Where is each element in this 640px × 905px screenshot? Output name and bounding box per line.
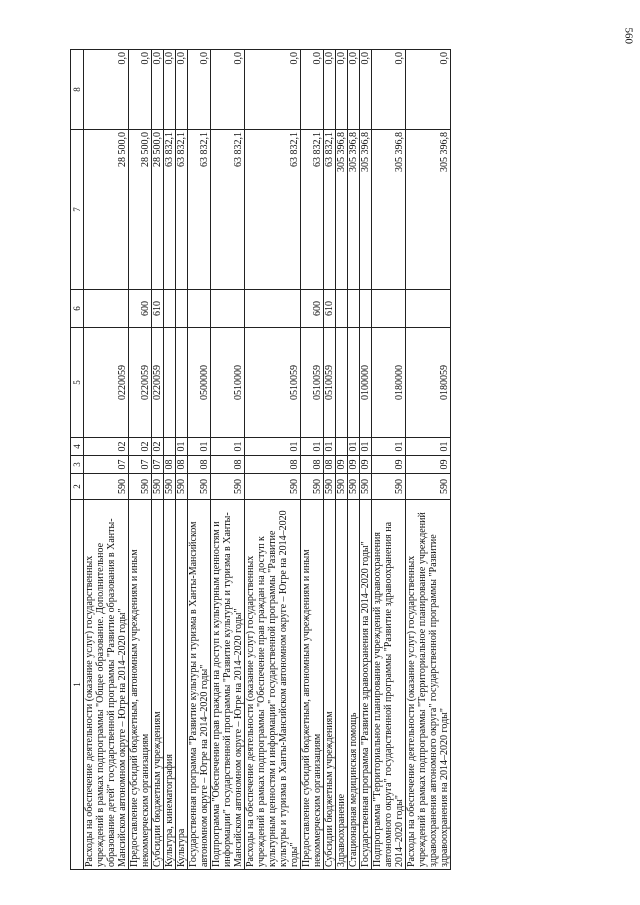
row-section-code: 08 (164, 456, 176, 474)
row-subsection-code: 01 (176, 438, 188, 456)
row-subsection-code (164, 438, 176, 456)
row-ministry-code: 590 (176, 474, 188, 500)
row-amount-col8: 0,0 (360, 50, 372, 130)
row-expense-type: 600 (129, 290, 152, 328)
row-target-article: 0510059 (324, 328, 336, 438)
row-amount: 28 500,0 (129, 130, 152, 290)
row-section-code: 08 (301, 456, 324, 474)
row-ministry-code: 590 (301, 474, 324, 500)
row-target-article: 0500000 (188, 328, 211, 438)
table-header-row (71, 50, 84, 870)
row-expense-type (372, 290, 406, 328)
row-expense-type: 610 (324, 290, 336, 328)
row-description: Государственная программа "Развитие здравоохранения на 2014–2020 годы" (360, 500, 372, 870)
row-description: Расходы на обеспечение деятельности (оказание услуг) государственных учреждений в рамках подпрограммы "Общее образование. Дополнительное образование детей" государственной программы "Развитие образования в Ханты-Мансийском автономном округе – Югре на 2014–2020 годы" (84, 500, 129, 870)
row-description: Субсидии бюджетным учреждениям (152, 500, 164, 870)
row-expense-type (348, 290, 360, 328)
table-row (152, 50, 164, 870)
row-description: Культура (176, 500, 188, 870)
row-ministry-code: 590 (324, 474, 336, 500)
row-amount: 63 832,1 (245, 130, 301, 290)
row-expense-type (176, 290, 188, 328)
row-ministry-code: 590 (406, 474, 451, 500)
row-subsection-code: 01 (188, 438, 211, 456)
table-row (211, 50, 245, 870)
column-header: 7 (71, 130, 84, 290)
row-amount-col8: 0,0 (129, 50, 152, 130)
table-row (406, 50, 451, 870)
row-section-code: 09 (336, 456, 348, 474)
column-header: 4 (71, 438, 84, 456)
row-amount: 28 500,0 (84, 130, 129, 290)
row-amount: 305 396,8 (406, 130, 451, 290)
row-description: Субсидии бюджетным учреждениям (324, 500, 336, 870)
row-amount: 63 832,1 (188, 130, 211, 290)
row-subsection-code: 02 (152, 438, 164, 456)
row-ministry-code: 590 (372, 474, 406, 500)
row-section-code: 08 (211, 456, 245, 474)
row-amount: 63 832,1 (324, 130, 336, 290)
row-amount-col8: 0,0 (301, 50, 324, 130)
row-target-article: 0510059 (301, 328, 324, 438)
row-amount-col8: 0,0 (324, 50, 336, 130)
column-header: 2 (71, 474, 84, 500)
row-amount-col8: 0,0 (336, 50, 348, 130)
row-amount: 305 396,8 (372, 130, 406, 290)
row-ministry-code: 590 (129, 474, 152, 500)
table-row (324, 50, 336, 870)
budget-table (70, 49, 451, 870)
row-ministry-code: 590 (211, 474, 245, 500)
row-amount-col8: 0,0 (188, 50, 211, 130)
row-amount-col8: 0,0 (406, 50, 451, 130)
row-amount: 63 832,1 (211, 130, 245, 290)
column-header: 1 (71, 500, 84, 870)
row-amount: 63 832,1 (164, 130, 176, 290)
row-subsection-code: 01 (211, 438, 245, 456)
row-subsection-code: 01 (360, 438, 372, 456)
row-section-code: 08 (188, 456, 211, 474)
column-header: 6 (71, 290, 84, 328)
row-section-code: 07 (84, 456, 129, 474)
row-target-article: 0100000 (360, 328, 372, 438)
row-ministry-code: 590 (245, 474, 301, 500)
row-amount-col8: 0,0 (245, 50, 301, 130)
row-section-code: 09 (360, 456, 372, 474)
row-expense-type (84, 290, 129, 328)
row-subsection-code (336, 438, 348, 456)
row-expense-type: 600 (301, 290, 324, 328)
row-target-article (348, 328, 360, 438)
row-subsection-code: 02 (129, 438, 152, 456)
row-target-article (336, 328, 348, 438)
row-target-article (176, 328, 188, 438)
row-subsection-code: 01 (301, 438, 324, 456)
row-amount: 305 396,8 (360, 130, 372, 290)
row-amount-col8: 0,0 (84, 50, 129, 130)
table-row (188, 50, 211, 870)
column-header: 8 (71, 50, 84, 130)
row-amount: 305 396,8 (336, 130, 348, 290)
row-target-article: 0220059 (129, 328, 152, 438)
row-target-article: 0510000 (211, 328, 245, 438)
row-description: Предоставление субсидий бюджетным, автономным учреждениям и иным некоммерческим организациям (129, 500, 152, 870)
page-number: 560 (622, 27, 634, 44)
row-target-article: 0510059 (245, 328, 301, 438)
table-row (301, 50, 324, 870)
row-amount-col8: 0,0 (152, 50, 164, 130)
row-target-article (164, 328, 176, 438)
row-amount-col8: 0,0 (211, 50, 245, 130)
row-target-article: 0220059 (84, 328, 129, 438)
table-row (129, 50, 152, 870)
row-section-code: 08 (176, 456, 188, 474)
row-amount-col8: 0,0 (348, 50, 360, 130)
table-row (84, 50, 129, 870)
row-ministry-code: 590 (336, 474, 348, 500)
row-expense-type (245, 290, 301, 328)
row-expense-type (211, 290, 245, 328)
row-amount-col8: 0,0 (372, 50, 406, 130)
row-description: Расходы на обеспечение деятельности (оказание услуг) государственных учреждений в рамках подпрограммы "Обеспечение прав граждан на доступ к культурным ценностям и информации" государственной программы "Развитие культуры и туризма в Ханты-Мансийском автономном округе – Югре на 2014–2020 годы" (245, 500, 301, 870)
column-header: 5 (71, 328, 84, 438)
row-target-article: 0180000 (372, 328, 406, 438)
row-subsection-code: 01 (406, 438, 451, 456)
row-subsection-code: 01 (372, 438, 406, 456)
row-description: Культура, кинематография (164, 500, 176, 870)
row-amount: 28 500,0 (152, 130, 164, 290)
row-description: Подпрограмма "Территориальное планирование учреждений здравоохранения автономного округа" государственной программы "Развитие здравоохранения на 2014–2020 годы" (372, 500, 406, 870)
row-subsection-code: 01 (324, 438, 336, 456)
row-amount: 63 832,1 (301, 130, 324, 290)
row-section-code: 09 (406, 456, 451, 474)
table-row (164, 50, 176, 870)
row-amount-col8: 0,0 (176, 50, 188, 130)
row-subsection-code: 01 (348, 438, 360, 456)
row-ministry-code: 590 (152, 474, 164, 500)
row-section-code: 07 (129, 456, 152, 474)
row-target-article: 0180059 (406, 328, 451, 438)
row-description: Предоставление субсидий бюджетным, автономным учреждениям и иным некоммерческим организациям (301, 500, 324, 870)
row-section-code: 08 (324, 456, 336, 474)
row-expense-type (406, 290, 451, 328)
table-row (176, 50, 188, 870)
row-expense-type: 610 (152, 290, 164, 328)
row-section-code: 07 (152, 456, 164, 474)
table-row (348, 50, 360, 870)
row-expense-type (360, 290, 372, 328)
row-ministry-code: 590 (348, 474, 360, 500)
row-ministry-code: 590 (188, 474, 211, 500)
rotated-table-container (70, 50, 610, 870)
row-section-code: 09 (372, 456, 406, 474)
row-expense-type (336, 290, 348, 328)
row-description: Здравоохранение (336, 500, 348, 870)
row-description: Расходы на обеспечение деятельности (оказание услуг) государственных учреждений в рамках подпрограммы "Территориальное планирование учреждений здравоохранения автономного округа" государственной программы "Развитие здравоохранения на 2014–2020 годы" (406, 500, 451, 870)
row-section-code: 08 (245, 456, 301, 474)
column-header: 3 (71, 456, 84, 474)
row-amount-col8: 0,0 (164, 50, 176, 130)
row-ministry-code: 590 (84, 474, 129, 500)
table-row (336, 50, 348, 870)
row-expense-type (188, 290, 211, 328)
row-description: Стационарная медицинская помощь (348, 500, 360, 870)
row-target-article: 0220059 (152, 328, 164, 438)
row-amount: 63 832,1 (176, 130, 188, 290)
row-section-code: 09 (348, 456, 360, 474)
row-description: Подпрограмма "Обеспечение прав граждан на доступ к культурным ценностям и информации" государственной программы "Развитие культуры и туризма в Ханты-Мансийском автономном округе – Югре на 2014–2020 годы" (211, 500, 245, 870)
row-ministry-code: 590 (164, 474, 176, 500)
row-description: Государственная программа "Развитие культуры и туризма в Ханты-Мансийском автономном округе – Югре на 2014–2020 годы" (188, 500, 211, 870)
row-amount: 305 396,8 (348, 130, 360, 290)
table-row (245, 50, 301, 870)
row-subsection-code: 02 (84, 438, 129, 456)
table-row (372, 50, 406, 870)
row-ministry-code: 590 (360, 474, 372, 500)
row-expense-type (164, 290, 176, 328)
row-subsection-code: 01 (245, 438, 301, 456)
table-row (360, 50, 372, 870)
